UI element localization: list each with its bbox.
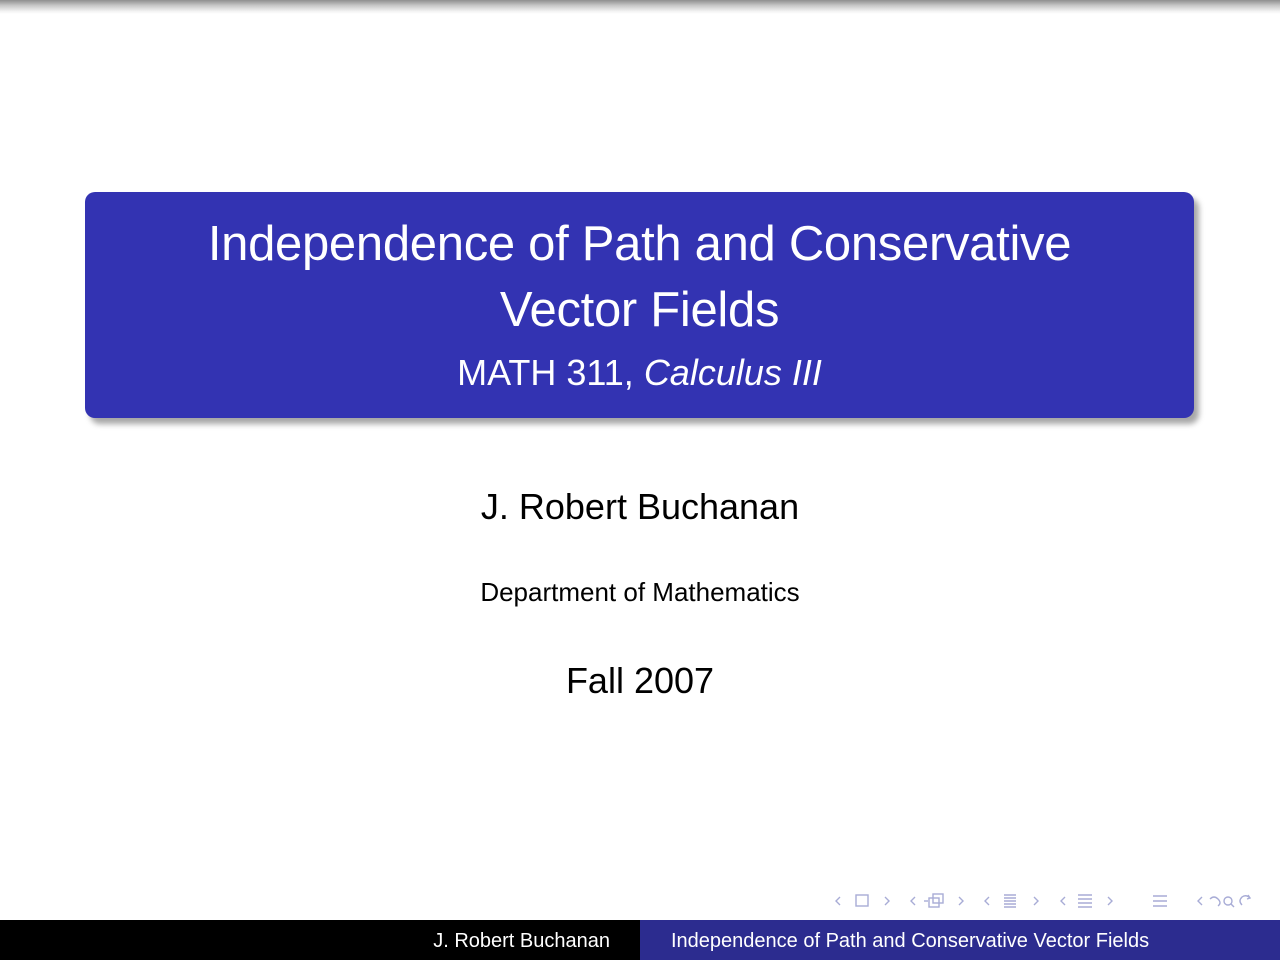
nav-section-box-icon[interactable] [1078, 895, 1092, 907]
nav-subsection-box-icon[interactable] [1004, 895, 1016, 907]
nav-slide-left-icon[interactable] [836, 897, 840, 905]
navigation-bar [830, 888, 1276, 914]
footer-author: J. Robert Buchanan [0, 920, 640, 960]
nav-slide-right-icon[interactable] [885, 897, 889, 905]
institute: Department of Mathematics [480, 577, 800, 607]
title-box [85, 192, 1194, 418]
footer [0, 920, 1280, 960]
date: Fall 2007 [565, 660, 715, 701]
nav-frame-right-icon[interactable] [959, 897, 963, 905]
nav-section-right-icon[interactable] [1108, 897, 1112, 905]
nav-search-icon[interactable] [1198, 895, 1250, 907]
subtitle-course-name: Calculus III [643, 352, 822, 393]
nav-frame-box-icon[interactable] [924, 894, 943, 907]
nav-subsection-left-icon[interactable] [985, 897, 989, 905]
author: J. Robert Buchanan [480, 486, 800, 527]
title-line-2: Vector Fields [499, 283, 780, 337]
nav-frame-left-icon[interactable] [911, 897, 915, 905]
nav-slide-box-icon[interactable] [856, 895, 868, 906]
nav-subsection-right-icon[interactable] [1034, 897, 1038, 905]
top-shade [0, 0, 1280, 14]
nav-section-left-icon[interactable] [1061, 897, 1065, 905]
title-line-1: Independence of Path and Conservative [207, 217, 1072, 271]
nav-document-icon[interactable] [1153, 896, 1167, 906]
subtitle-course: MATH 311, [457, 352, 644, 393]
footer-title: Independence of Path and Conservative Vector Fields [640, 920, 1280, 960]
subtitle [85, 353, 1194, 393]
